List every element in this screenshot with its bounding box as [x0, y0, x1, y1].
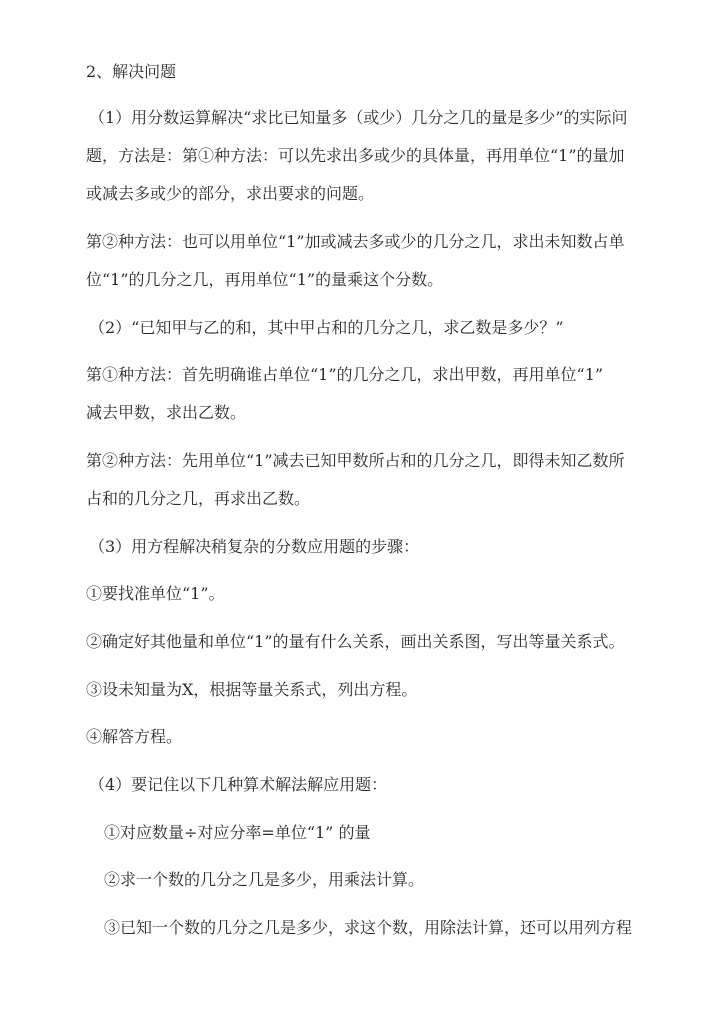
paragraph-1-line-1: （1）用分数运算解决“求比已知量多（或少）几分之几的量是多少”的实际问 [89, 108, 628, 127]
section-title: 2、解决问题 [86, 62, 177, 81]
paragraph-2-line-1: 第②种方法：也可以用单位“1”加或减去多或少的几分之几，求出未知数占单 [86, 232, 625, 251]
step-3: ③设未知量为X，根据等量关系式，列出方程。 [86, 680, 418, 699]
paragraph-2-line-2: 位“1”的几分之几，再用单位“1”的量乘这个分数。 [86, 270, 444, 289]
paragraph-1-line-2: 题，方法是：第①种方法：可以先求出多或少的具体量，再用单位“1”的量加 [86, 146, 625, 165]
paragraph-1-line-3: 或减去多或少的部分，求出要求的问题。 [86, 184, 375, 203]
paragraph-6-heading: （3）用方程解决稍复杂的分数应用题的步骤： [89, 537, 420, 556]
step-4: ④解答方程。 [86, 727, 183, 746]
paragraph-3-heading: （2）“已知甲与乙的和，其中甲占和的几分之几，求乙数是多少？” [89, 318, 564, 337]
rule-3: ③已知一个数的几分之几是多少，求这个数，用除法计算，还可以用列方程 [104, 918, 633, 937]
paragraph-7-heading: （4）要记住以下几种算术解法解应用题： [89, 775, 388, 794]
paragraph-5-line-2: 占和的几分之几，再求出乙数。 [86, 489, 311, 508]
paragraph-4-line-1: 第①种方法：首先明确谁占单位“1”的几分之几，求出甲数，再用单位“1” [86, 365, 604, 384]
step-2: ②确定好其他量和单位“1”的量有什么关系，画出关系图，写出等量关系式。 [86, 632, 625, 651]
paragraph-4-line-2: 减去甲数，求出乙数。 [86, 403, 247, 422]
step-1: ①要找准单位“1”。 [86, 584, 225, 603]
rule-1: ①对应数量÷对应分率=单位“1” 的量 [104, 823, 371, 842]
rule-2: ②求一个数的几分之几是多少，用乘法计算。 [104, 870, 425, 889]
paragraph-5-line-1: 第②种方法：先用单位“1”减去已知甲数所占和的几分之几，即得未知乙数所 [86, 451, 625, 470]
